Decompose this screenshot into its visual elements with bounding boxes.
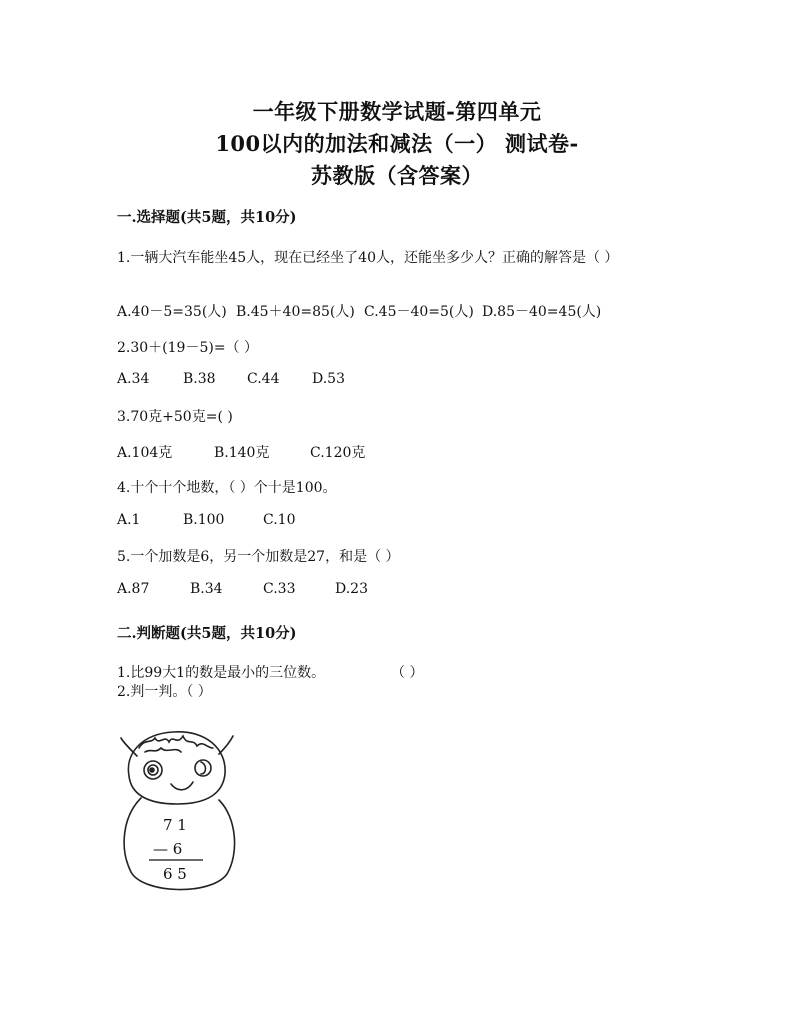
figure-row-1: 7 1 [163,816,187,834]
section-2-heading: 二.判断题(共5题，共10分) [117,625,297,642]
option-a: A.40－5=35(人) [117,304,227,320]
option-b: B.45＋40=85(人) [236,304,355,320]
question-5-options [117,581,368,597]
option-c: C.33 [263,581,296,597]
question-4: 4.十个十个地数，（ ）个十是100。 [117,480,337,496]
title-line-3: 苏教版（含答案） [311,163,483,188]
judge-question-2: 2.判一判。（ ） [117,684,212,700]
figure-row-2: — 6 [153,840,183,858]
option-b: B.38 [183,371,216,387]
question-2: 2.30＋(19－5)=（ ） [117,340,258,356]
option-a: A.34 [117,371,150,387]
doll-subtraction-figure [115,718,245,896]
title-line-2: 100以内的加法和减法（一） 测试卷- [215,131,579,156]
option-c: C.120克 [310,445,366,461]
option-c: C.10 [263,512,296,528]
question-4-options [117,512,295,528]
question-3-options [117,442,365,462]
option-c: C.45－40=5(人) [364,304,474,320]
question-1: 1.一辆大汽车能坐45人，现在已经坐了40人，还能坐多少人？正确的解答是（ ） [117,250,619,266]
title-line-1: 一年级下册数学试题-第四单元 [252,99,542,124]
option-a: A.104克 [117,445,173,461]
judge-question-1 [117,662,424,682]
question-5: 5.一个加数是6，另一个加数是27，和是（ ） [117,549,400,565]
option-b: B.34 [190,581,223,597]
answer-parentheses: （ ） [391,665,424,681]
option-d: D.23 [335,581,368,597]
judge-question-1-text: 1.比99大1的数是最小的三位数。 [117,665,326,681]
option-d: D.53 [312,371,345,387]
option-b: B.100 [183,512,225,528]
section-1-heading: 一.选择题(共5题，共10分) [117,209,297,226]
figure-row-3: 6 5 [163,865,187,883]
option-b: B.140克 [214,445,270,461]
option-c: C.44 [247,371,280,387]
option-a: A.87 [117,581,150,597]
option-a: A.1 [117,512,141,528]
question-2-options [117,371,345,387]
question-1-options [117,301,601,321]
question-3: 3.70克+50克=( ) [117,409,233,425]
option-d: D.85－40=45(人) [482,304,602,320]
